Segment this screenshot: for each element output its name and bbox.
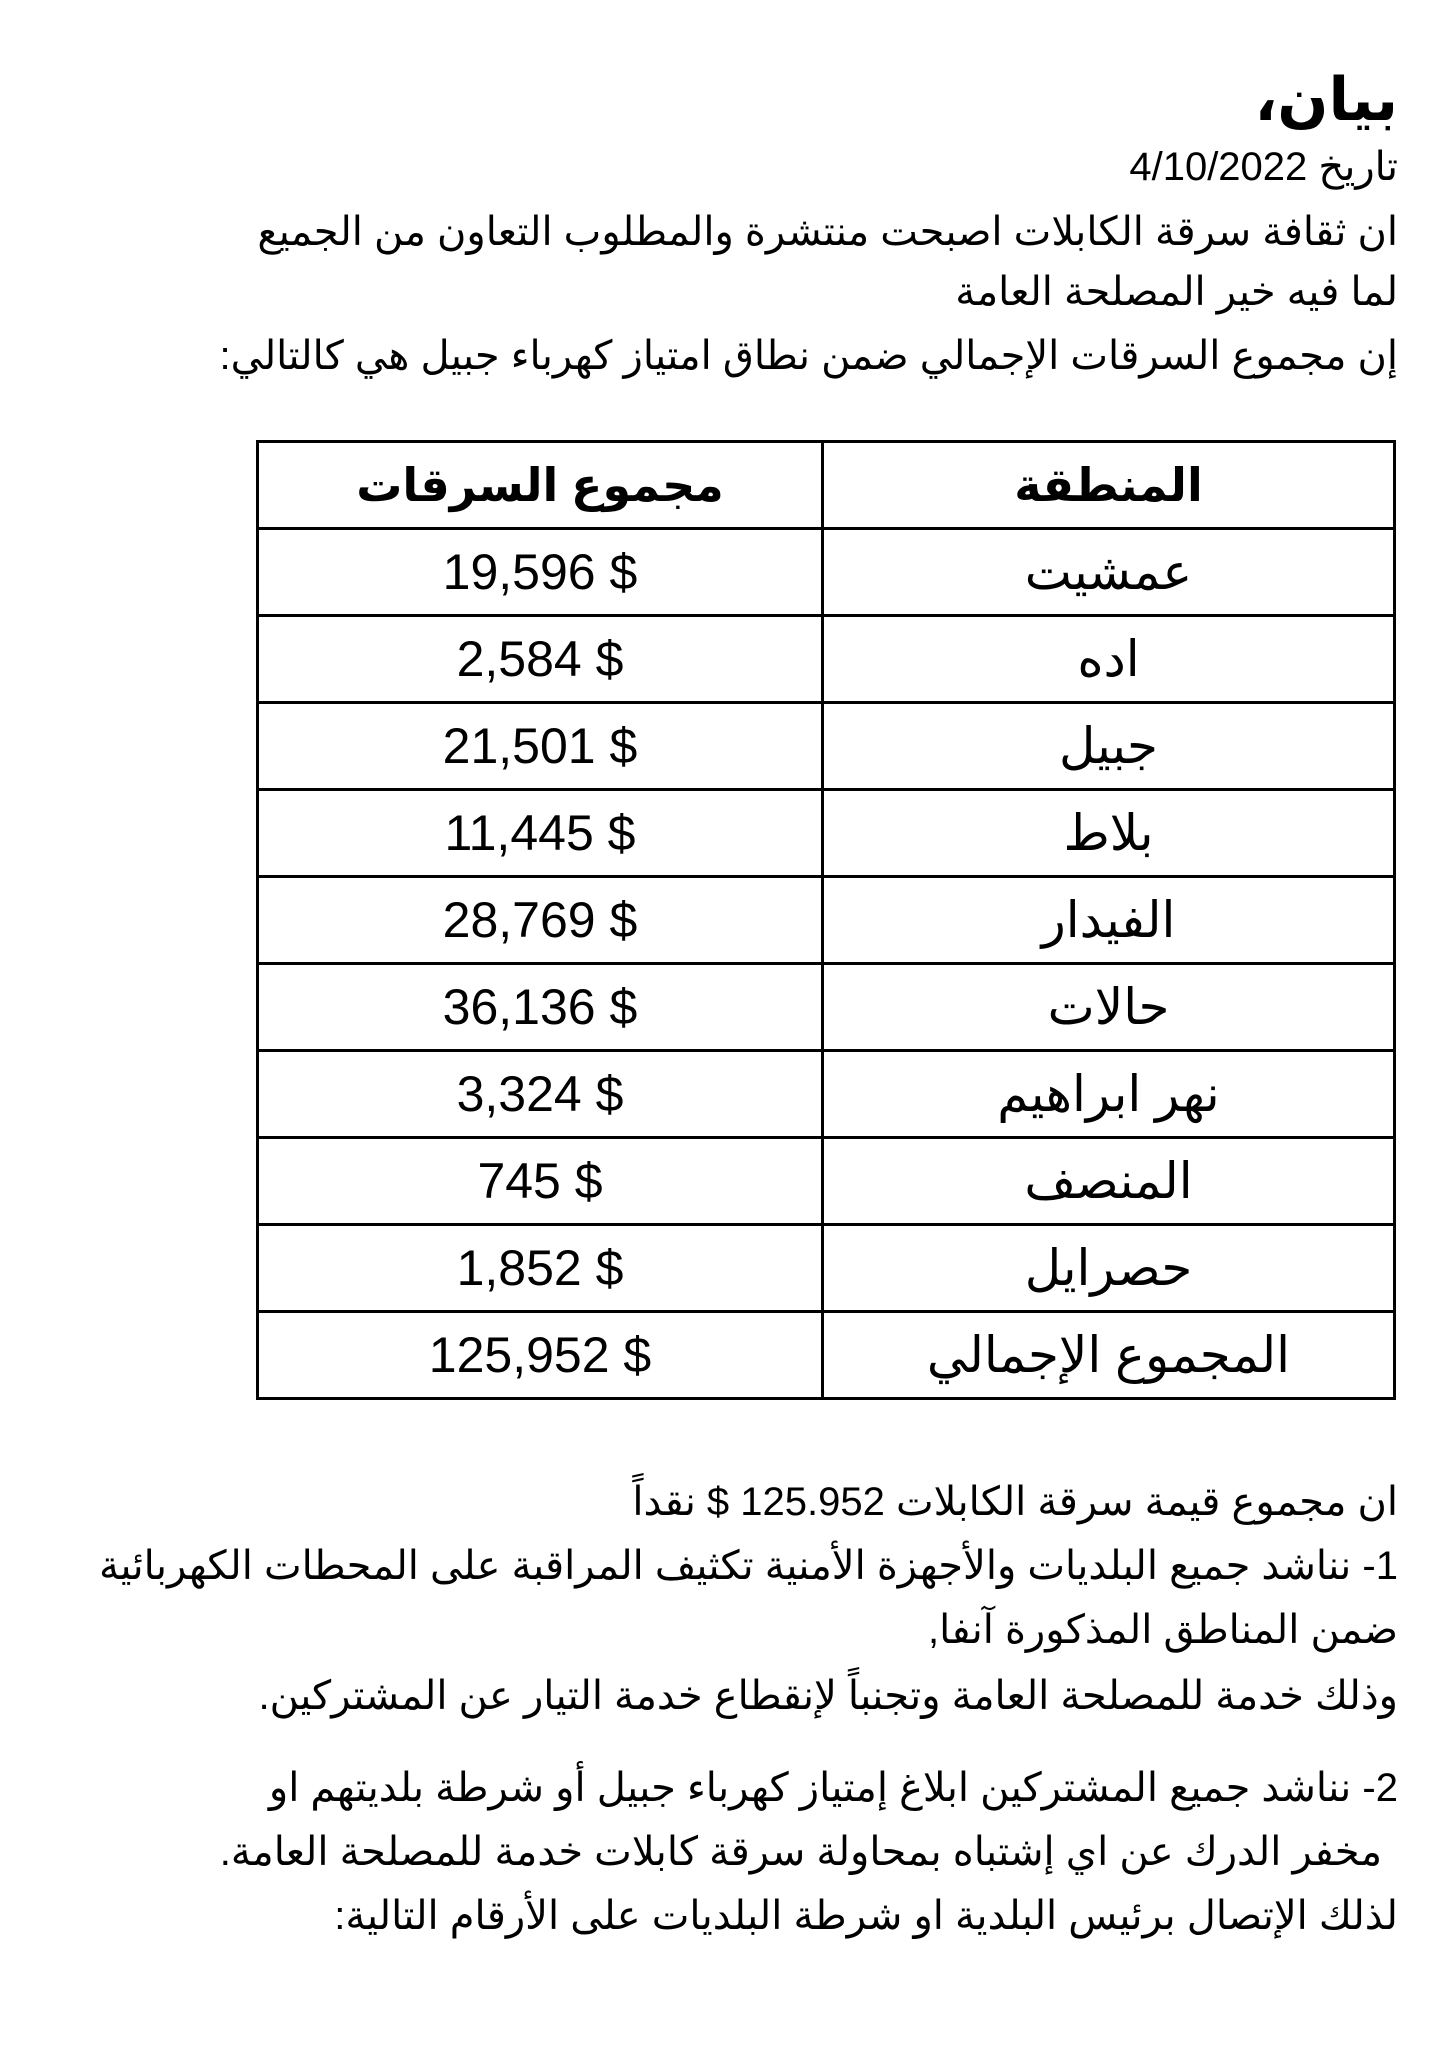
amount-cell: 21,501 $ xyxy=(258,703,823,790)
date-line: تاريخ 4/10/2022 xyxy=(1129,145,1398,189)
table-row xyxy=(258,1051,1395,1138)
table-row xyxy=(258,703,1395,790)
total-statement: ان مجموع قيمة سرقة الكابلات 125.952 $ نقداً xyxy=(632,1480,1398,1524)
table-total-row xyxy=(258,1312,1395,1399)
region-cell: حصرايل xyxy=(823,1225,1395,1312)
appeal-2-line-1: 2- نناشد جميع المشتركين ابلاغ إمتياز كهرباء جبيل أو شرطة بلديتهم او xyxy=(268,1766,1398,1810)
table-row xyxy=(258,1138,1395,1225)
region-cell: اده xyxy=(823,616,1395,703)
amount-cell: 745 $ xyxy=(258,1138,823,1225)
appeal-1-line-3: وذلك خدمة للمصلحة العامة وتجنباً لإنقطاع خدمة التيار عن المشتركين. xyxy=(258,1674,1398,1718)
region-cell: جبيل xyxy=(823,703,1395,790)
appeal-2-line-3: لذلك الإتصال برئيس البلدية او شرطة البلديات على الأرقام التالية: xyxy=(334,1894,1398,1938)
region-cell: حالات xyxy=(823,964,1395,1051)
table-row xyxy=(258,964,1395,1051)
table-row xyxy=(258,1225,1395,1312)
document-title: بيان، xyxy=(1254,66,1398,133)
amount-cell: 3,324 $ xyxy=(258,1051,823,1138)
header-amount: مجموع السرقات xyxy=(258,442,823,529)
amount-cell: 2,584 $ xyxy=(258,616,823,703)
appeal-1-line-2: ضمن المناطق المذكورة آنفا, xyxy=(928,1608,1398,1652)
intro-line-1: ان ثقافة سرقة الكابلات اصبحت منتشرة والمطلوب التعاون من الجميع xyxy=(257,210,1398,254)
region-cell: عمشيت xyxy=(823,529,1395,616)
amount-cell: 125,952 $ xyxy=(258,1312,823,1399)
appeal-1-line-1: 1- نناشد جميع البلديات والأجهزة الأمنية تكثيف المراقبة على المحطات الكهربائية xyxy=(98,1544,1398,1588)
appeal-2-line-2: مخفر الدرك عن اي إشتباه بمحاولة سرقة كابلات خدمة للمصلحة العامة. xyxy=(219,1830,1382,1874)
amount-cell: 19,596 $ xyxy=(258,529,823,616)
theft-table xyxy=(256,440,1396,1400)
amount-cell: 11,445 $ xyxy=(258,790,823,877)
region-cell: المنصف xyxy=(823,1138,1395,1225)
header-region: المنطقة xyxy=(823,442,1395,529)
table-row xyxy=(258,616,1395,703)
table-row xyxy=(258,877,1395,964)
intro-line-3: إن مجموع السرقات الإجمالي ضمن نطاق امتياز كهرباء جبيل هي كالتالي: xyxy=(219,334,1398,378)
intro-line-2: لما فيه خير المصلحة العامة xyxy=(955,270,1398,314)
amount-cell: 28,769 $ xyxy=(258,877,823,964)
table-row xyxy=(258,790,1395,877)
region-cell: الفيدار xyxy=(823,877,1395,964)
table-header-row xyxy=(258,442,1395,529)
region-cell: المجموع الإجمالي xyxy=(823,1312,1395,1399)
region-cell: نهر ابراهيم xyxy=(823,1051,1395,1138)
amount-cell: 1,852 $ xyxy=(258,1225,823,1312)
amount-cell: 36,136 $ xyxy=(258,964,823,1051)
table-row xyxy=(258,529,1395,616)
region-cell: بلاط xyxy=(823,790,1395,877)
